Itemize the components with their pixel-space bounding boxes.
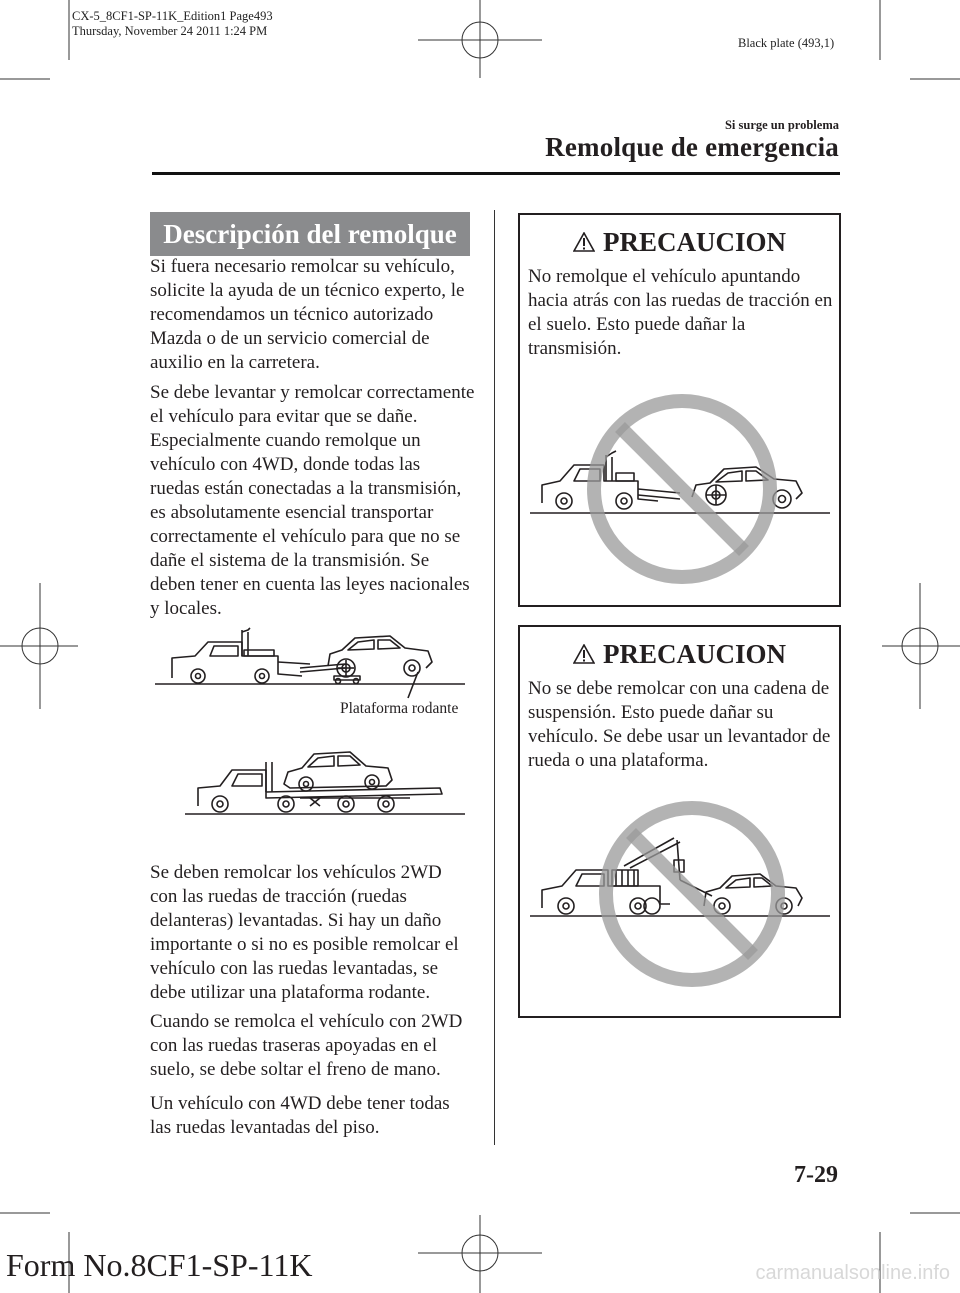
text-line: suelo, se debe soltar el freno de mano. (150, 1059, 441, 1080)
heading-banner: Descripción del remolque (150, 212, 470, 256)
text-line: solicite la ayuda de un técnico experto, le (150, 280, 465, 301)
text-line: las ruedas levantadas del piso. (150, 1117, 380, 1138)
form-number: Form No.8CF1-SP-11K (6, 1247, 313, 1283)
text-line: auxilio en la carretera. (150, 352, 320, 373)
text-line: No remolque el vehículo apuntando (528, 266, 801, 287)
text-line: suspensión. Esto puede dañar su (528, 702, 774, 723)
text-line: dañe el sistema de la transmisión. Se (150, 550, 430, 571)
warning-triangle-icon (573, 232, 595, 252)
caution-text (528, 677, 830, 773)
text-line: Se deben remolcar los vehículos 2WD (150, 862, 442, 883)
chapter-title: Si surge un problema (724, 118, 839, 132)
text-line: rueda o una plataforma. (528, 750, 709, 771)
text-line: y locales. (150, 598, 222, 619)
file-date: Thursday, November 24 2011 1:24 PM (72, 24, 268, 38)
paragraph-intro (150, 255, 464, 375)
column-divider (494, 210, 495, 1145)
text-line: Se debe levantar y remolcar correctamente (150, 382, 475, 403)
text-line: Mazda o de un servicio comercial de (150, 328, 430, 349)
text-line: Cuando se remolca el vehículo con 2WD (150, 1011, 463, 1032)
page-number: 7-29 (794, 1162, 838, 1188)
prohibited-reverse-tow-illustration (520, 385, 839, 585)
text-line: recomendamos un técnico autorizado (150, 304, 434, 325)
caution-heading (520, 629, 839, 679)
prohibited-chain-tow-illustration (520, 792, 839, 997)
text-line: Un vehículo con 4WD debe tener todas (150, 1093, 450, 1114)
text-line: es absolutamente esencial transportar (150, 502, 434, 523)
paragraph-2wd (150, 861, 459, 1005)
text-line: el vehículo para evitar que se dañe. (150, 406, 418, 427)
text-line: deben tener en cuenta las leyes nacionales (150, 574, 470, 595)
text-line: con las ruedas traseras apoyadas en el (150, 1035, 437, 1056)
prohibition-sign (606, 808, 778, 980)
file-info (72, 9, 273, 39)
paragraph-handbrake (150, 1010, 462, 1082)
text-line: No se debe remolcar con una cadena de (528, 678, 830, 699)
caution-heading (520, 217, 839, 267)
caution-title: PRECAUCION (602, 226, 786, 257)
header-rule (152, 172, 840, 175)
figure-caption: Plataforma rodante (340, 700, 459, 717)
file-name: CX-5_8CF1-SP-11K_Edition1 Page493 (72, 9, 273, 23)
text-line: importante o si no es posible remolcar el (150, 934, 459, 955)
caution-text (528, 265, 832, 361)
paragraph-4wd (150, 1092, 450, 1140)
text-line: vehículo con 4WD, donde todas las (150, 454, 421, 475)
text-line: ruedas están conectadas a la transmisión, (150, 478, 462, 499)
flatbed-illustration (180, 740, 470, 820)
caution-box-chain-towing (518, 625, 841, 1018)
text-line: Si fuera necesario remolcar su vehículo, (150, 256, 455, 277)
warning-triangle-icon (573, 644, 595, 664)
paragraph-towing (150, 381, 474, 621)
text-line: transmisión. (528, 338, 622, 359)
watermark: carmanualsonline.info (755, 1262, 950, 1284)
text-line: vehículo con las ruedas levantadas, se (150, 958, 439, 979)
text-line: vehículo. Se debe usar un levantador de (528, 726, 831, 747)
text-line: el suelo. Esto puede dañar la (528, 314, 746, 335)
text-line: delanteras) levantadas. Si hay un daño (150, 910, 442, 931)
text-line: con las ruedas de tracción (ruedas (150, 886, 407, 907)
text-line: hacia atrás con las ruedas de tracción en (528, 290, 833, 311)
text-line: correctamente el vehículo para que no se (150, 526, 461, 547)
caution-title: PRECAUCION (602, 638, 786, 669)
section-title: Remolque de emergencia (545, 132, 839, 162)
plate-label: Black plate (493,1) (738, 36, 835, 50)
tow-dolly-illustration (150, 620, 470, 700)
text-line: debe utilizar una plataforma rodante. (150, 982, 431, 1003)
caution-box-reverse-towing (518, 213, 841, 607)
prohibition-sign (594, 401, 770, 577)
text-line: Especialmente cuando remolque un (150, 430, 421, 451)
